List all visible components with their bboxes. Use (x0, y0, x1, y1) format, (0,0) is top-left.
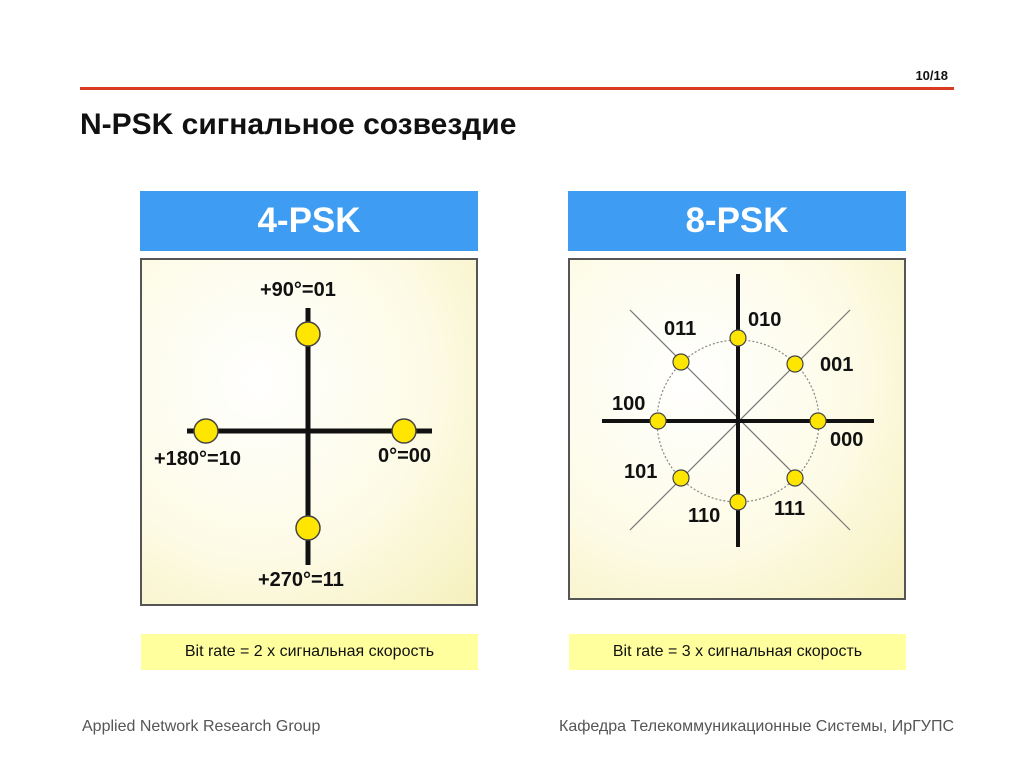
psk8-label-001: 001 (820, 354, 854, 376)
footer-group-name: Applied Network Research Group (82, 718, 321, 735)
psk4-point-10 (194, 419, 218, 443)
psk4-label-right: 0°=00 (378, 445, 432, 467)
psk4-point-11 (296, 516, 320, 540)
psk8-bitrate-caption: Bit rate = 3 х сигнальная скорость (569, 634, 906, 670)
top-divider (80, 87, 954, 90)
psk4-label-bottom: +270°=11 (258, 569, 344, 591)
psk8-point-001 (787, 356, 803, 372)
psk8-label-010: 010 (748, 309, 782, 331)
psk8-point-110 (730, 494, 746, 510)
psk8-header: 8-PSK (568, 191, 906, 251)
psk8-constellation (568, 258, 906, 600)
psk4-bitrate-caption: Bit rate = 2 х сигнальная скорость (141, 634, 478, 670)
psk8-point-101 (673, 470, 689, 486)
psk4-constellation (140, 258, 478, 606)
psk8-label-101: 101 (624, 461, 658, 483)
psk4-label-left: +180°=10 (154, 448, 241, 470)
page-number: 10/18 (915, 68, 948, 83)
psk4-point-00 (392, 419, 416, 443)
psk4-label-top: +90°=01 (260, 279, 336, 301)
psk8-label-110: 110 (688, 505, 721, 527)
psk8-label-011: 011 (664, 318, 697, 340)
psk8-point-111 (787, 470, 803, 486)
psk8-label-000: 000 (830, 429, 864, 451)
psk8-label-100: 100 (612, 393, 646, 415)
psk8-point-100 (650, 413, 666, 429)
psk8-diagram (570, 260, 908, 602)
psk8-point-000 (810, 413, 826, 429)
psk4-point-01 (296, 322, 320, 346)
psk8-point-011 (673, 354, 689, 370)
page-title: N-PSK сигнальное созвездие (80, 108, 517, 141)
psk4-header: 4-PSK (140, 191, 478, 251)
psk8-label-111: 111 (774, 498, 806, 520)
psk4-diagram (142, 260, 480, 608)
psk8-point-010 (730, 330, 746, 346)
footer-department: Кафедра Телекоммуникационные Системы, ИрГУПС (559, 718, 954, 735)
